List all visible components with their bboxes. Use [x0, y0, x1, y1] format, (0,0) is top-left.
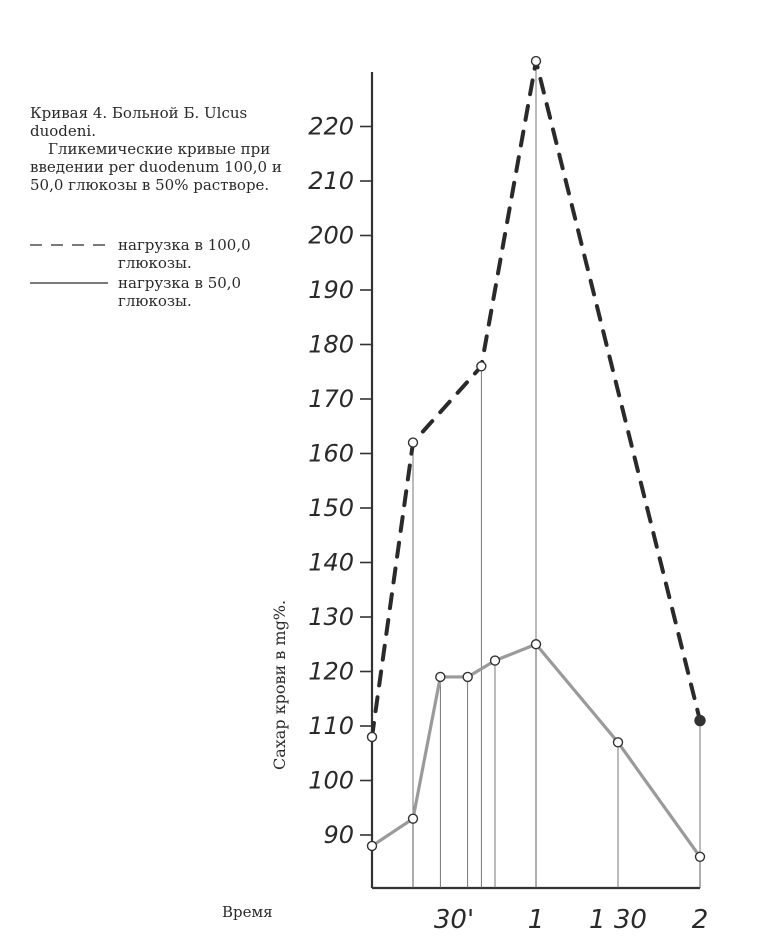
data-point-100g [695, 716, 705, 726]
data-point-50g [491, 656, 500, 665]
y-tick-label: 190 [308, 276, 354, 304]
y-tick-label: 160 [308, 439, 354, 468]
data-point-50g [696, 852, 705, 861]
legend-label-dashed: нагрузка в 100,0 глюкозы. [118, 236, 251, 272]
y-tick-label: 90 [323, 821, 354, 849]
y-tick-label: 220 [308, 112, 354, 141]
data-point-100g [532, 57, 541, 66]
data-point-50g [463, 672, 472, 681]
y-axis-label: Сахар крови в mg%. [270, 599, 289, 770]
data-point-50g [409, 814, 418, 823]
y-tick-label: 100 [308, 766, 354, 795]
data-point-100g [477, 362, 486, 371]
data-point-50g [614, 738, 623, 747]
data-point-50g [532, 640, 541, 649]
caption-description: Гликемические кривые при введении per duodenum 100,0 и 50,0 глюкозы в 50% растворе. [30, 140, 282, 194]
x-tick-label: 1 [527, 905, 545, 935]
legend-label-solid: нагрузка в 50,0 глюкозы. [118, 274, 242, 310]
y-tick-label: 130 [308, 603, 354, 631]
x-tick-label: 2 [691, 905, 709, 935]
y-tick-label: 150 [308, 494, 354, 522]
x-tick-label: 1 30 [589, 905, 647, 935]
data-point-100g [409, 438, 418, 447]
y-tick-label: 110 [308, 712, 354, 740]
data-point-100g [368, 732, 377, 741]
y-tick-label: 180 [308, 330, 354, 359]
x-axis-label: Время [222, 903, 273, 921]
y-tick-label: 120 [308, 657, 354, 686]
data-point-50g [436, 672, 445, 681]
x-tick-label: 30' [433, 905, 475, 935]
y-tick-label: 170 [308, 385, 354, 413]
data-point-50g [368, 841, 377, 850]
y-tick-label: 200 [308, 221, 354, 250]
y-tick-label: 140 [308, 548, 354, 577]
caption-title: Кривая 4. Больной Б. Ulcus duodeni. [30, 104, 248, 140]
y-tick-label: 210 [308, 167, 354, 195]
